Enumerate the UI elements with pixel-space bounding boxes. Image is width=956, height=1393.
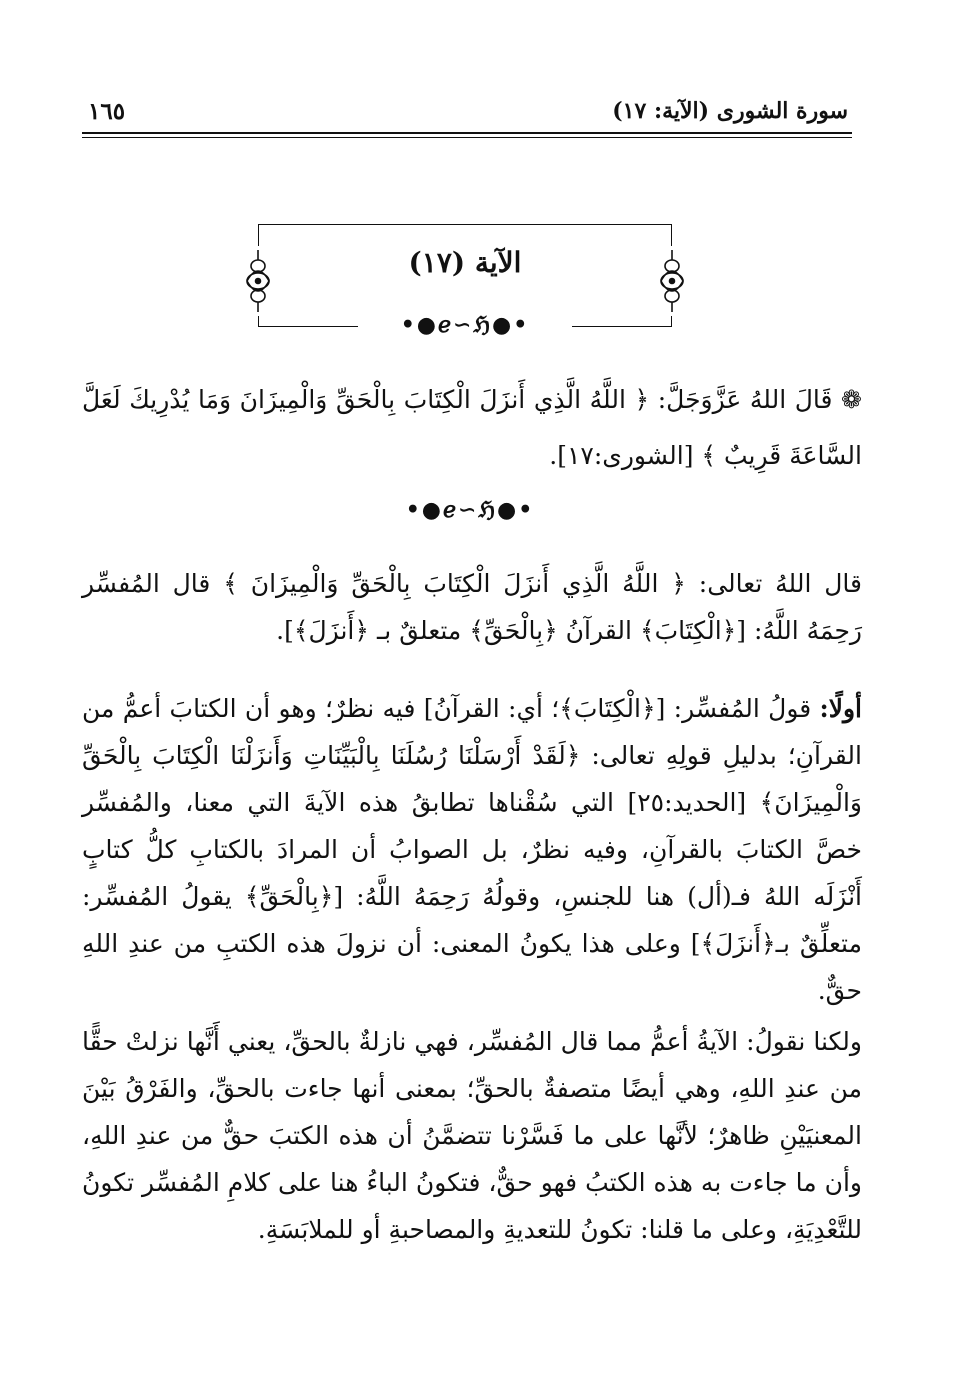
section-divider: •●ℯ∽ℌ●• <box>405 497 535 523</box>
page-number: ١٦٥ <box>88 98 126 125</box>
running-header <box>82 92 852 136</box>
ornament-knot-icon <box>240 246 276 316</box>
commentary-paragraph <box>82 685 862 1014</box>
paragraph-text: قولُ المُفسِّر: [﴿الْكِتَابَ﴾؛ أي: القرآنُ] فيه نظرٌ؛ وهو أن الكتابَ أعمُّ من القرآنِ؛ بدليلِ قولِهِ تعالى: ﴿لَقَدْ أَرْسَلْنَا رُسُلَنَا بِالْبَيِّنَاتِ وَأَنزَلْنَا الْكِتَابَ بِالْحَقِّ وَالْمِيزَانَ﴾ [الحديد:٢٥] التي سُقْناها تطابقُ هذه الآيةَ التي معنا، والمُفسِّر خصَّ الكتابَ بالقرآنِ، وفيه نظرٌ، بل الصوابُ أن المرادَ بالكتابِ كلُّ كتابٍ أَنْزَلَه اللهُ فـ(أل) هنا للجنسِ، وقولُهُ رَحِمَهُ اللَّهُ: [﴿بِالْحَقِّ﴾ يقولُ المُفسِّر: متعلِّقٌ بـ﴿أَنزَلَ﴾] وعلى هذا يكونُ المعنى: أن نزولَ هذه الكتبِ من عندِ اللهِ حقٌّ. <box>82 694 862 1005</box>
quran-verse-block: ❁ قَالَ اللهُ عَزَّوَجَلَّ: ﴿ اللَّهُ الَّذِي أَنزَلَ الْكِتَابَ بِالْحَقِّ وَالْمِيزَانَ وَمَا يُدْرِيكَ لَعَلَّ السَّاعَةَ قَرِيبٌ ﴾ [الشورى:١٧]. <box>82 385 862 470</box>
commentary-paragraph <box>82 1018 862 1253</box>
header-rule <box>82 132 852 134</box>
paragraph-text: ولكنا نقولُ: الآيةُ أعمُّ مما قال المُفسِّر، فهي نازلةٌ بالحقِّ، يعني أَنَّها نزلتْ حقًّا من عندِ اللهِ، وهي أيضًا متصفةٌ بالحقِّ؛ بمعنى أنها جاءت بالحقِّ، والفَرْقُ بَيْنَ المعنيَيْنِ ظاهرٌ؛ لأنَّها على ما فَسَّرْنا تتضمَّنُ أن هذه الكتبَ حقٌّ من عندِ اللهِ، وأن ما جاءت به هذه الكتبُ فهو حقٌّ، فتكونُ الباءُ هنا على كلامِ المُفسِّر تكونُ للتَّعْدِيَةِ، وعلى ما قلنا: تكونُ للتعديةِ والمصاحبةِ أو للملابَسَةِ. <box>82 1027 862 1244</box>
flourish-divider: •●ℯ∽ℌ●• <box>400 312 530 338</box>
paragraph-text: قال اللهُ تعالى: ﴿ اللَّهُ الَّذِي أَنزَلَ الْكِتَابَ بِالْحَقِّ وَالْمِيزَانَ ﴾ قال المُفسِّر رَحِمَهُ اللَّهُ: [﴿الْكِتَابَ﴾ القرآنُ ﴿بِالْحَقِّ﴾ متعلقٌ بـ ﴿أَنزَلَ﴾]. <box>82 569 862 645</box>
verse-title: الآية (١٧) <box>408 246 522 279</box>
header-rule-thin <box>82 137 852 138</box>
ornament-knot-icon <box>654 246 690 316</box>
commentary-paragraph <box>82 560 862 654</box>
paragraph-lead: أولًا: <box>819 694 862 723</box>
surah-title: سورة الشورى (الآية: ١٧) <box>612 98 848 124</box>
